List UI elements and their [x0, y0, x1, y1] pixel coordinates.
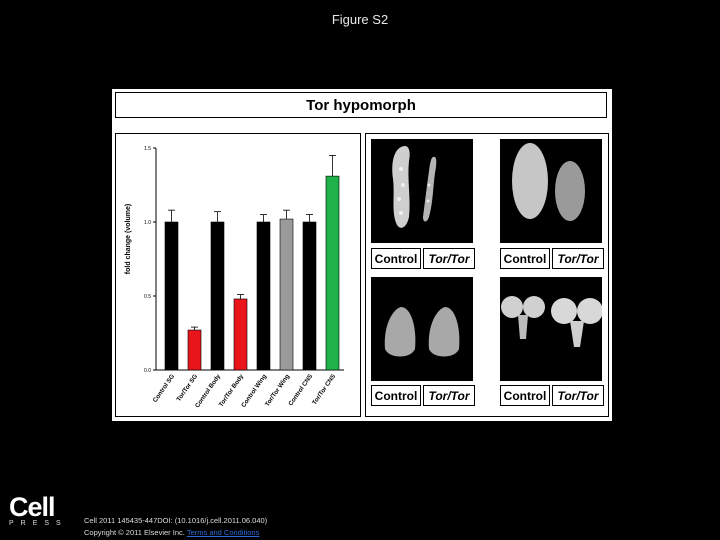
mutant-label: Tor/Tor: [423, 385, 475, 406]
bar: [165, 222, 178, 370]
bar: [211, 222, 224, 370]
label-row-cns: [500, 385, 604, 406]
y-tick-label: 0.5: [144, 294, 151, 300]
mutant-label: Tor/Tor: [552, 385, 604, 406]
mutant-label: Tor/Tor: [423, 248, 475, 269]
bar: [234, 299, 247, 370]
body-image: [500, 139, 602, 243]
bar: [257, 222, 270, 370]
figure-panel: [112, 89, 612, 421]
label-row-wing: [371, 385, 475, 406]
panel-title: Tor hypomorph: [306, 96, 416, 114]
wing-disc-image: [371, 277, 473, 381]
bar: [188, 330, 201, 370]
panel-header: [115, 92, 607, 118]
label-row-salivary: [371, 248, 475, 269]
terms-link[interactable]: Terms and Conditions: [186, 528, 260, 537]
copyright-text: Copyright © 2011 Elsevier Inc.: [84, 528, 185, 537]
bar: [303, 222, 316, 370]
x-tick-label: Tor/Tor Wing: [263, 373, 292, 408]
image-grid: [365, 133, 609, 417]
y-tick-label: 1.0: [144, 220, 151, 226]
control-label: Control: [371, 248, 421, 269]
figure-title: Figure S2: [331, 12, 389, 27]
cell-logo-text: Cell: [9, 492, 55, 522]
salivary-gland-image: [371, 139, 473, 243]
x-tick-label: Control SG: [151, 373, 177, 404]
y-axis-label: fold change (volume): [125, 203, 132, 275]
control-label: Control: [500, 248, 550, 269]
x-tick-label: Control Body: [193, 373, 223, 410]
cell-press-logo: [9, 492, 68, 527]
label-row-body: [500, 248, 604, 269]
footer-citation: [84, 515, 267, 539]
control-label: Control: [371, 385, 421, 406]
control-label: Control: [500, 385, 550, 406]
y-tick-label: 0.0: [144, 368, 151, 374]
x-tick-label: Tor/Tor SG: [175, 373, 200, 403]
citation-text: Cell 2011 145435-447DOI: (10.1016/j.cell.2011.06.040): [84, 516, 268, 525]
x-tick-label: Control CNS: [287, 373, 315, 408]
press-logo-text: PRESS: [9, 520, 68, 527]
copyright-line: [84, 527, 267, 539]
cns-image: [500, 277, 602, 381]
y-tick-label: 1.5: [144, 146, 151, 152]
mutant-label: Tor/Tor: [552, 248, 604, 269]
x-tick-label: Tor/Tor CNS: [311, 373, 338, 407]
fold-change-bar-chart: [116, 134, 359, 415]
bar: [326, 176, 339, 370]
x-tick-label: Control Wing: [240, 373, 269, 409]
bar: [280, 219, 293, 370]
x-tick-label: Tor/Tor Body: [217, 373, 246, 409]
bar-chart-box: [115, 133, 361, 417]
